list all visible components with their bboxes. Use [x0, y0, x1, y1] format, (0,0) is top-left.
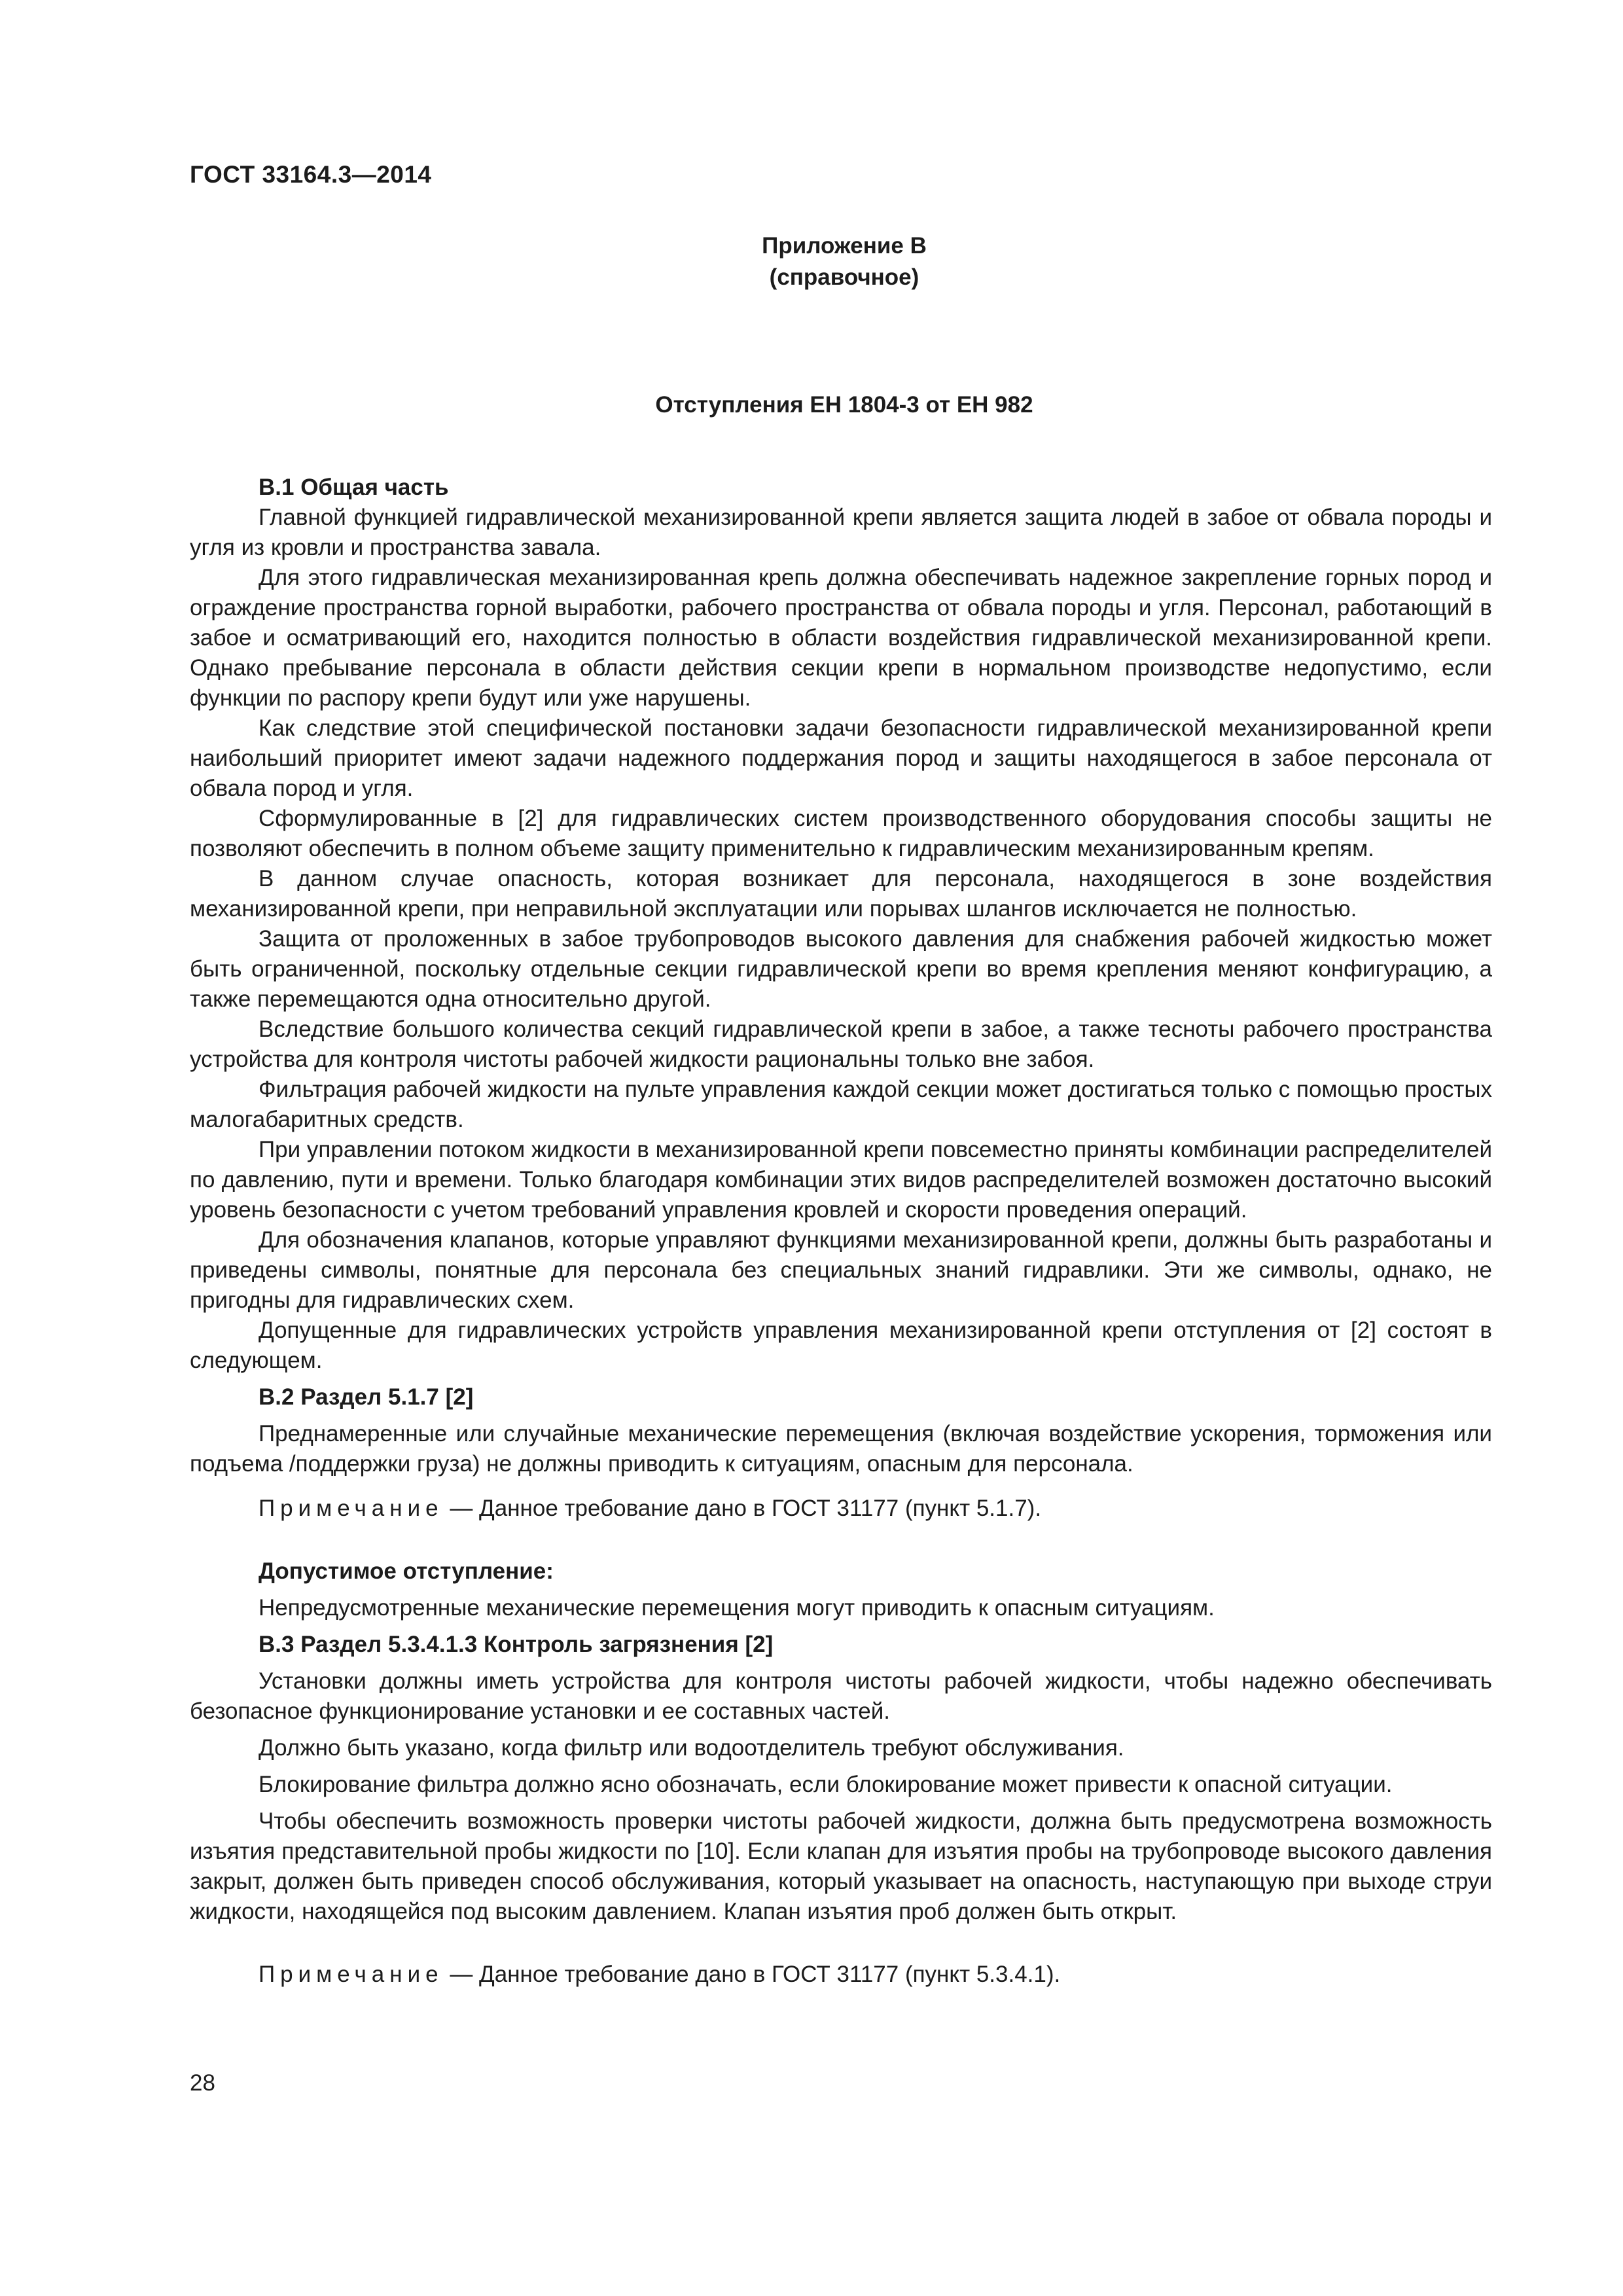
note	[190, 1494, 1492, 1524]
paragraph: При управлении потоком жидкости в механизированной крепи повсеместно приняты комбинации распределителей по давлению, пути и времени. Только благодаря комбинации этих видов распределителей возможен достаточно высокий уровень безопасности с учетом требований управления кровлей и скорости проведения операций.	[190, 1137, 1492, 1223]
section-heading-b1: В.1 Общая часть	[259, 475, 449, 500]
appendix-title: Отступления ЕН 1804-3 от ЕН 982	[655, 392, 1033, 418]
paragraph: Чтобы обеспечить возможность проверки чистоты рабочей жидкости, должна быть предусмотрена возможность изъятия представительной пробы жидкости по [10]. Если клапан для изъятия пробы на трубопроводе высокого давления закрыт, должен быть приведен способ обслуживания, который указывает на опасность, наступающую при выходе струи жидкости, находящейся под высоким давлением. Клапан изъятия проб должен быть открыт.	[190, 1808, 1492, 1924]
paragraph: Установки должны иметь устройства для контроля чистоты рабочей жидкости, чтобы надежно обеспечивать безопасное функционирование установки и ее составных частей.	[190, 1668, 1492, 1724]
appendix-label: Приложение В	[762, 233, 927, 259]
page-number: 28	[190, 2070, 215, 2096]
paragraph: Вследствие большого количества секций гидравлической крепи в забое, а также тесноты рабочего пространства устройства для контроля чистоты рабочей жидкости рациональны только вне забоя.	[190, 1016, 1492, 1072]
paragraph: В данном случае опасность, которая возникает для персонала, находящегося в зоне воздействия механизированной крепи, при неправильной эксплуатации или порывах шлангов исключается не полностью.	[190, 866, 1492, 922]
paragraph: Преднамеренные или случайные механические перемещения (включая воздействие ускорения, торможения или подъема /поддержки груза) не должны приводить к ситуациям, опасным для персонала.	[190, 1421, 1492, 1477]
paragraph: Должно быть указано, когда фильтр или водоотделитель требуют обслуживания.	[259, 1735, 1124, 1761]
section-heading-b2: В.2 Раздел 5.1.7 [2]	[259, 1384, 474, 1410]
paragraph: Как следствие этой специфической постановки задачи безопасности гидравлической механизированной крепи наибольший приоритет имеют задачи надежного поддержания пород и защиты находящегося в забое персонала от обвала пород и угля.	[190, 715, 1492, 801]
note-label: Примечание	[259, 1962, 444, 1987]
note	[190, 1960, 1492, 1990]
appendix-kind: (справочное)	[769, 264, 919, 290]
deviation-text: Непредусмотренные механические перемещения могут приводить к опасным ситуациям.	[259, 1595, 1215, 1621]
section-heading-b3: В.3 Раздел 5.3.4.1.3 Контроль загрязнения [2]	[259, 1632, 774, 1657]
paragraph: Для этого гидравлическая механизированная крепь должна обеспечивать надежное закрепление горных пород и ограждение пространства горной выработки, рабочего пространства от обвала породы и угля. Персонал, работающий в забое и осматривающий его, находится полностью в области воздействия гидравлической механизированной крепи. Однако пребывание персонала в области действия секции крепи в нормальном производстве недопустимо, если функции по распору крепи будут или уже нарушены.	[190, 565, 1492, 711]
paragraph: Допущенные для гидравлических устройств управления механизированной крепи отступления от [2] состоят в следующем.	[190, 1318, 1492, 1373]
paragraph: Фильтрация рабочей жидкости на пульте управления каждой секции может достигаться только с помощью простых малогабаритных средств.	[190, 1077, 1493, 1132]
paragraph: Главной функцией гидравлической механизированной крепи является защита людей в забое от обвала породы и угля из кровли и пространства завала.	[190, 505, 1492, 560]
note-label: Примечание	[259, 1496, 444, 1521]
document-body	[190, 473, 1492, 1990]
paragraph: Сформулированные в [2] для гидравлических систем производственного оборудования способы защиты не позволяют обеспечить в полном объеме защиту применительно к гидравлическим механизированным крепям.	[190, 806, 1492, 861]
note-text: — Данное требование дано в ГОСТ 31177 (пункт 5.1.7).	[443, 1496, 1042, 1521]
paragraph: Защита от проложенных в забое трубопроводов высокого давления для снабжения рабочей жидкостью может быть ограниченной, поскольку отдельные секции гидравлической крепи во время крепления меняют конфигурацию, а также перемещаются одна относительно другой.	[190, 926, 1492, 1012]
deviation-heading: Допустимое отступление:	[259, 1558, 554, 1584]
note-text: — Данное требование дано в ГОСТ 31177 (пункт 5.3.4.1).	[443, 1962, 1061, 1987]
appendix-header	[0, 230, 1623, 293]
document-code: ГОСТ 33164.3—2014	[190, 161, 432, 188]
paragraph: Блокирование фильтра должно ясно обозначать, если блокирование может привести к опасной ситуации.	[259, 1772, 1393, 1797]
paragraph: Для обозначения клапанов, которые управляют функциями механизированной крепи, должны быть разработаны и приведены символы, понятные для персонала без специальных знаний гидравлики. Эти же символы, однако, не пригодны для гидравлических схем.	[190, 1227, 1492, 1313]
